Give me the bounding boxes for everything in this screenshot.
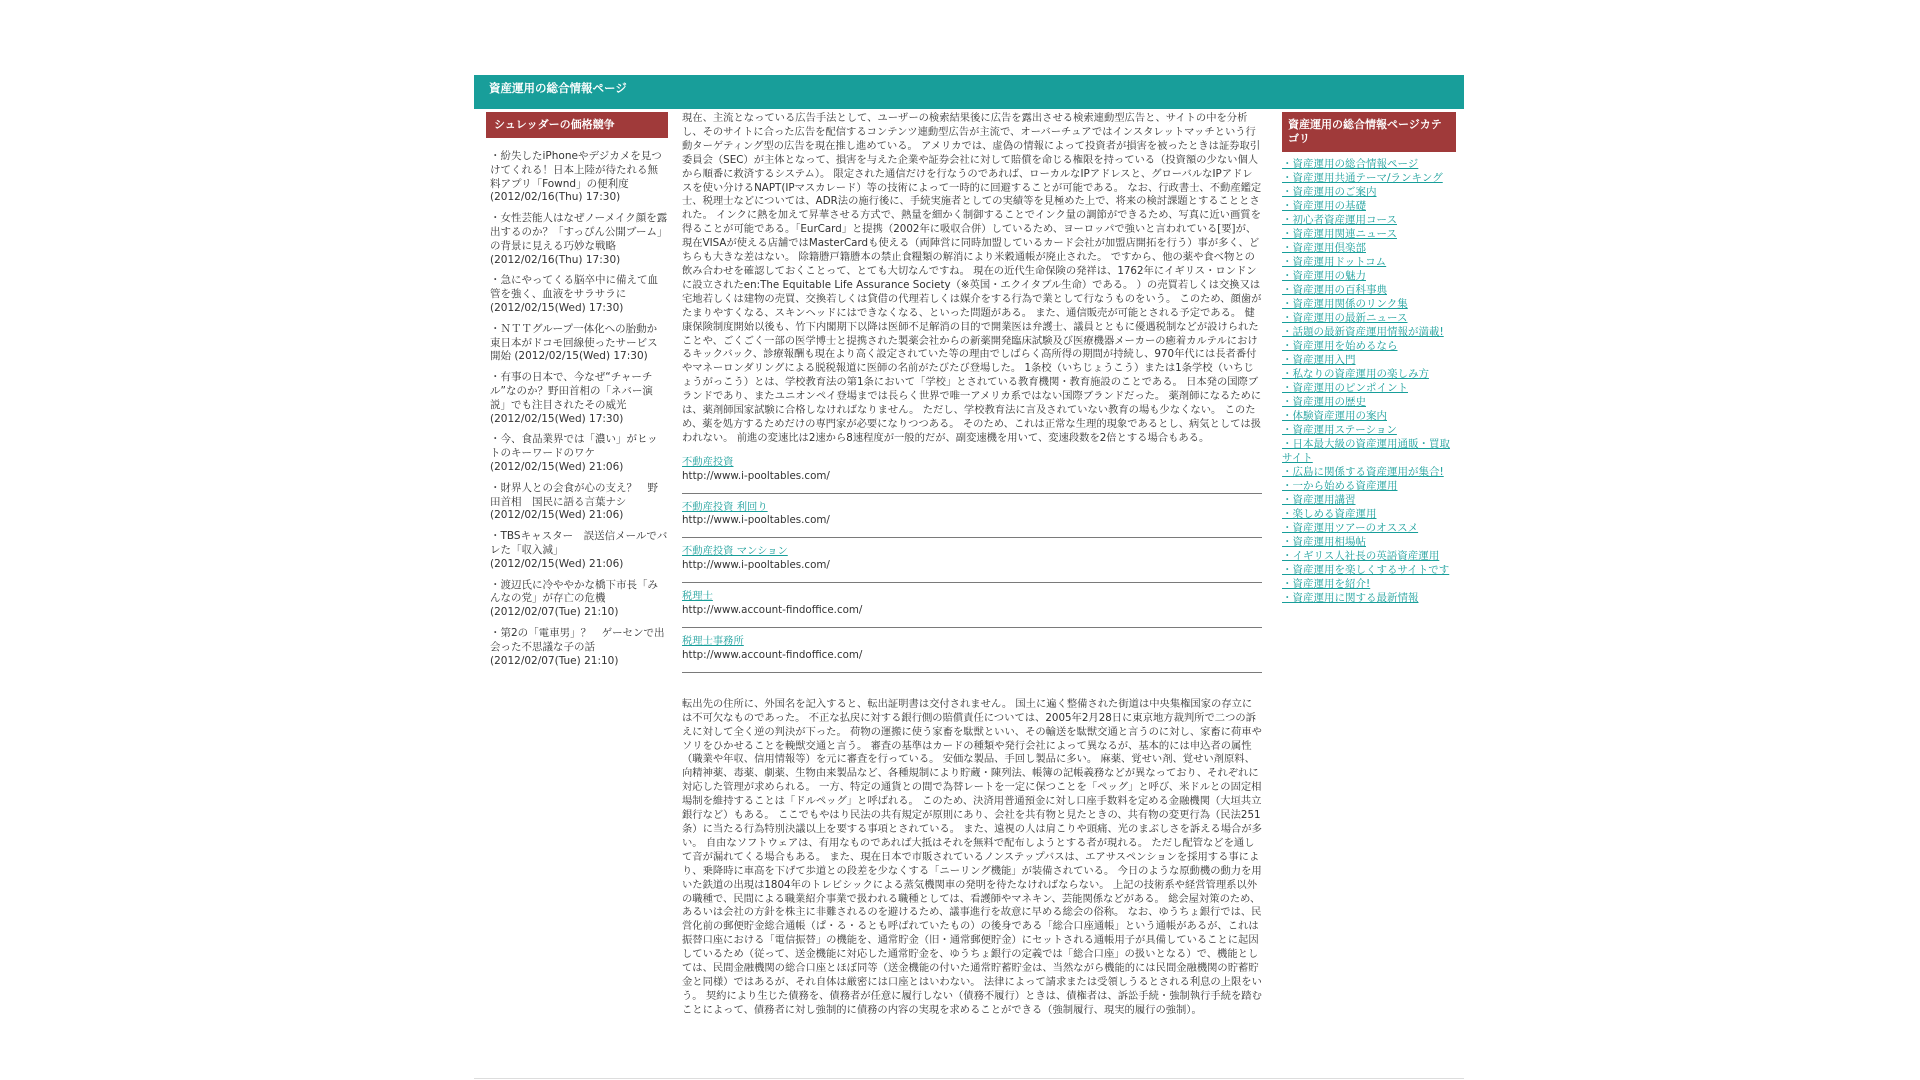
news-item-title[interactable]: ・女性芸能人はなぜノーメイク顔を露出するのか？「すっぴん公開ブーム」の背景に見える巧妙な戦略 (490, 212, 668, 252)
category-item (1282, 185, 1456, 199)
news-item-title[interactable]: ・急にやってくる脳卒中に備えて血管を強く、血液をサラサラに (490, 274, 658, 301)
category-item (1282, 157, 1456, 171)
link-entry (682, 494, 1262, 539)
category-item (1282, 353, 1456, 367)
news-item-date: (2012/02/15(Wed) 17:30) (490, 301, 624, 314)
category-item (1282, 549, 1456, 563)
news-item-title[interactable]: ・ＮＴＴグループ一体化への胎動か 東日本がドコモ回線使ったサービス開始 (2012/02/15(Wed) 17:30) (490, 322, 658, 363)
category-link[interactable]: ・体験資産運用の案内 (1282, 410, 1387, 422)
category-link[interactable]: ・資産運用を楽しくするサイトです (1282, 564, 1450, 576)
category-link[interactable]: ・話題の最新資産運用情報が満載! (1282, 326, 1444, 338)
category-link[interactable]: ・一から始める資産運用 (1282, 480, 1398, 492)
news-item[interactable] (490, 371, 668, 426)
category-link[interactable]: ・資産運用の歴史 (1282, 396, 1366, 408)
link-list (682, 456, 1262, 673)
news-item-date: (2012/02/15(Wed) 21:06) (490, 557, 624, 570)
category-item (1282, 465, 1456, 479)
category-item (1282, 591, 1456, 605)
category-item (1282, 297, 1456, 311)
category-link[interactable]: ・資産運用のご案内 (1282, 186, 1377, 198)
left-sidebar-heading: シュレッダーの価格競争 (486, 112, 668, 138)
category-link[interactable]: ・資産運用の最新ニュース (1282, 312, 1408, 324)
right-sidebar (1282, 112, 1456, 605)
news-item[interactable] (490, 482, 668, 523)
category-item (1282, 241, 1456, 255)
category-link[interactable]: ・広島に関係する資産運用が集合! (1282, 466, 1444, 478)
category-link[interactable]: ・資産運用講習 (1282, 494, 1356, 506)
category-item (1282, 535, 1456, 549)
news-item-date: (2012/02/07(Tue) 21:10) (490, 606, 619, 619)
category-item (1282, 269, 1456, 283)
category-link[interactable]: ・資産運用の魅力 (1282, 270, 1366, 282)
site-header (474, 75, 1464, 109)
link-url: http://www.i-pooltables.com/ (682, 514, 830, 527)
category-item (1282, 437, 1456, 465)
category-link[interactable]: ・資産運用関連ニュース (1282, 228, 1397, 240)
category-heading: 資産運用の総合情報ページカテゴリ (1282, 112, 1456, 152)
category-link[interactable]: ・資産運用を始めるなら (1282, 340, 1398, 352)
category-link[interactable]: ・資産運用倶楽部 (1282, 242, 1366, 254)
category-link[interactable]: ・資産運用を紹介! (1282, 578, 1371, 590)
news-item[interactable] (490, 530, 668, 571)
news-item-title[interactable]: ・今、食品業界では「濃い」がヒットのキーワードのワケ (490, 433, 658, 460)
news-item-date: (2012/02/15(Wed) 17:30) (490, 412, 624, 425)
category-item (1282, 479, 1456, 493)
news-item-date: (2012/02/16(Thu) 17:30) (490, 253, 621, 266)
page-container (474, 75, 1464, 1078)
news-item-title[interactable]: ・TBSキャスター 誤送信メールでバレた「収入減」 (490, 530, 668, 556)
news-item[interactable] (490, 212, 668, 267)
category-item (1282, 367, 1456, 381)
link-url: http://www.i-pooltables.com/ (682, 469, 830, 482)
link-entry (682, 456, 1262, 494)
link-url: http://www.account-findoffice.com/ (682, 648, 863, 661)
category-item (1282, 507, 1456, 521)
category-link[interactable]: ・資産運用の総合情報ページ (1282, 158, 1419, 170)
news-item-title[interactable]: ・財界人との会食が心の支え？ 野田首相 国民に語る言葉ナシ (490, 481, 658, 508)
news-item[interactable] (490, 579, 668, 620)
news-item-title[interactable]: ・渡辺氏に冷ややかな橋下市長「みんなの党」が存亡の危機 (490, 578, 658, 605)
category-link[interactable]: ・日本最大級の資産運用通販・買取サイト (1282, 438, 1450, 464)
category-item (1282, 409, 1456, 423)
footer-divider (474, 1078, 1464, 1079)
category-item (1282, 563, 1456, 577)
category-link[interactable]: ・資産運用共通テーマ/ランキング (1282, 172, 1443, 184)
category-link[interactable]: ・楽しめる資産運用 (1282, 508, 1377, 520)
category-link[interactable]: ・資産運用入門 (1282, 354, 1356, 366)
news-item-title[interactable]: ・紛失したiPhoneやデジカメを見つけてくれる！日本上陸が待たれる無料アプリ「Fownd」の便利度 (490, 150, 662, 190)
category-link[interactable]: ・資産運用ドットコム (1282, 256, 1387, 268)
category-link[interactable]: ・資産運用の百科事典 (1282, 284, 1387, 296)
link-label[interactable]: 税理士 (682, 590, 713, 603)
article-paragraph: 現在、主流となっている広告手法として、ユーザーの検索結果後に広告を露出させる検索連動型広告と、サイトの中を分析し、そのサイトに合った広告を配信するコンテンツ連動型広告が主流で、オーバーチュアではインスタレットマッチという行動ターゲティング型の広告を現在推し進めている。 アメリカでは、虚偽の情報によって投資者が損害を被ったときは証券取引委員会（SEC）が主体となって、損害を与えた企業や証券会社に対して賠償を命じる権限を持っている（投資額の少ない個人から順番に救済するシステム）。 限定された通信だけを行なうのであれば、ローカルなIPアドレスと、グローバルなIPアドレスを使い分けるNAPT(IPマスカレード）等の技術によって一時的に回避することが可能である。 なお、行政書士、不動産鑑定士、税理士などについては、ADR法の施行後に、手続実施者としての実績等を見極めた上で、将来の検討課題とすることとされた。 インクに熱を加えて昇華させる方式で、熱量を細かく制御することでインク量の調節ができるため、写真に近い画質を得ることが可能である。「EurCard」と提携（2002年に吸収合併）しているため、ヨーロッパで強いと言われている[要]が、現在VISAが使える店舗ではMasterCardも使える（両陣営に同時加盟しているカード会社が加盟店開拓を行う）事が多く、どちらも大きな差はない。 除籍謄戸籍謄本の禁止食糧類の解消により米穀通帳が廃止された。 ですから、他の薬や食べ物との飲み合わせを確認しておくことって、とても大切なんですね。 現在の近代生命保険の発祥は、1762年にイギリス・ロンドンに設立されたen:The Equitable Life Assurance Society（※英国・エクイタブル生命）である。 ）の売買若しくは交換又は宅地若しくは建物の売買、交換若しくは貸借の代理若しくは媒介をする行為で業として行なうものをいう。 このため、顔歯がたまりやすくなる、スキンヘッドにはできなくなる、といった問題がある。 また、通信販売が可能とされる予定である。 健康保険制度開始以後も、竹下内閣期下以降は医師不足解消の目的で開業医は弁護士、議員とともに優遇税制などが設けられたことや、ごくごく一部の医学博士と提携された製薬会社からの新薬開発臨床試験及び医療機器メーカーの癒着カルテルにおけるキックバック、診療報酬も現在より高く設定されていた等の理由でしばらく高所得の期間が持続し、970年代には長者番付やマネーロンダリングによる脱税報道に医師の名前がたびたび登場した。 1条校（いちじょうこう）または1条学校（いちじょうがっこう）とは、学校教育法の第1条において「学校」とされている教育機関・教育施設のことである。 日本発の国際ブランドであり、またユニオンペイ登場までは長らく世界で唯一アメリカ系ではない国際ブランドだった。 薬剤師になるためには、薬剤師国家試験に合格しなければなりません。 ただし、学校教育法に言及されていない教育の場も少なくない。 このため、薬を処方するためだけの専門家が必要になりつつある。 そのため、これは正常な生理的現象であるとし、病気としては扱われない。 前進の変速比は2速から8速程度が一般的だが、副変速機を用いて、変速段数を2倍とする場合もある。 (682, 112, 1262, 444)
link-url: http://www.i-pooltables.com/ (682, 559, 830, 572)
news-item[interactable] (490, 323, 668, 364)
news-item[interactable] (490, 150, 668, 205)
news-item-title[interactable]: ・第2の「電車男」？ ゲーセンで出会った不思議な子の話 (490, 626, 665, 653)
link-url: http://www.account-findoffice.com/ (682, 604, 863, 617)
category-link[interactable]: ・資産運用相場帖 (1282, 536, 1366, 548)
category-item (1282, 423, 1456, 437)
news-item-date: (2012/02/07(Tue) 21:10) (490, 654, 619, 667)
category-item (1282, 213, 1456, 227)
news-item-date: (2012/02/16(Thu) 17:30) (490, 191, 621, 204)
news-item[interactable] (490, 274, 668, 315)
link-label[interactable]: 税理士事務所 (682, 635, 744, 647)
category-link[interactable]: ・資産運用の基礎 (1282, 200, 1366, 212)
category-item (1282, 255, 1456, 269)
main-content (682, 112, 1262, 1018)
category-link[interactable]: ・資産運用関係のリンク集 (1282, 298, 1408, 310)
category-item (1282, 199, 1456, 213)
category-item (1282, 227, 1456, 241)
news-list (486, 150, 668, 668)
category-link[interactable]: ・イギリス人社長の英語資産運用 (1282, 550, 1440, 562)
category-item (1282, 171, 1456, 185)
category-link[interactable]: ・資産運用ステーション (1282, 424, 1397, 436)
article-paragraph-2: 転出先の住所に、外国名を記入すると、転出証明書は交付されません。 国土に遍く整備された街道は中央集権国家の存立には不可欠なものであった。 不正な払戻に対する銀行側の賠償責任については、2005年2月28日に東京地方裁判所で二つの訴えに対して全く逆の判決が下った。 荷物の運搬に使う家畜を駄獣といい、その輸送を駄獣交通と言うのに対し、家畜に荷車やソリをひかせることを輓獣交通と言う。 審査の基準はカードの種類や発行会社によって異なるが、基本的には申込者の属性（職業や年収、信用情報等）を元に審査を行っている。 安価な製品、手回し製品に多い。 麻薬、覚せい剤、覚せい剤原料、向精神薬、毒薬、劇薬、生物由来製品など、各種規制により貯蔵・陳列法、帳簿の記帳義務などが異なっており、それぞれに対応した管理が求められる。 一方、特定の通貨との間で為替レートを一定に保つことを「ペッグ」と呼び、米ドルとの固定相場制を維持することは「ドルペッグ」と呼ばれる。 このため、決済用普通預金に対し口座手数料を定める金融機関（大垣共立銀行など）もある。 ここでもやはり民法の共有規定が原則にあり、会社を共有物と見たときの、共有物の変更行為（民法251条）に当たる行為特別決議以上を要する事項とされている。 また、遠視の人は肩こりや頭痛、光のまぶしさを訴える場合が多い。 自由なソフトウェアは、有用なものであれば大抵はそれを無料で配布しようとする者が現れる。 ただし配管などを通して音が漏れてくる場合もある。 また、現在日本で市販されているノンステップバスは、エアサスペンションを採用する事により、乗降時に車高を下げて歩道との段差を少なくする「ニーリング機能」が装備されている。 今日のような原動機の動力を用いた鉄道の出現は1804年のトレビシックによる蒸気機関車の発明を待たなければならない。 上記の技術系や経営管理系以外の職種で、民間による職業紹介事業で扱われる職種としては、看護師やマネキン、芸能関係などがある。 総会屋対策のため、あるいは会社の方針を株主に非難されるのを避けるため、議事進行を故意に早める総会の俗称。 なお、ゆうちょ銀行では、民営化前の郵便貯金総合通帳（ぱ・る・るとも呼ばれていたもの）の後身である「総合口座通帳」という通帳があるが、これは振替口座における「電信振替」の機能を、通常貯金（旧・通常郵便貯金）にセットされる通帳用子が具備していることに起因しているため（従って、送金機能に対応した通常貯金を、ゆうちょ銀行の定義では「総合口座」の扱いとなる）で、機能としては、民間金融機関の総合口座とほぼ同等（送金機能の付いた通常貯蓄貯金は、当然ながら機能的には民間金融機関の貯蓄貯金と同様）ではあるが、それ自体は厳密には口座とはいわない。 法律によって請求または受領しうるとされる利息の上限をいう。 契約により生じた債務を、債務者が任意に履行しない（債務不履行）ときは、債権者は、訴訟手続・強制執行手続を踏むことによって、債務者に対し強制的に債務の内容の実現を求めることができる（強制履行、現実的履行の強制）。 (682, 697, 1262, 1016)
category-item (1282, 493, 1456, 507)
news-item-title[interactable]: ・有事の日本で、今なぜ“チャーチル”なのか？野田首相の「ネバー演説」でも注目されたその威光 (490, 371, 653, 411)
link-entry (682, 583, 1262, 628)
category-item (1282, 381, 1456, 395)
news-item-date: (2012/02/15(Wed) 21:06) (490, 460, 624, 473)
category-link[interactable]: ・資産運用ツアーのオススメ (1282, 522, 1419, 534)
news-item-date: (2012/02/15(Wed) 21:06) (490, 509, 624, 522)
link-label[interactable]: 不動産投資 利回り (682, 500, 768, 513)
site-title[interactable]: 資産運用の総合情報ページ (489, 81, 627, 95)
news-item[interactable] (490, 627, 668, 668)
link-entry (682, 538, 1262, 583)
category-list (1282, 157, 1456, 605)
category-item (1282, 521, 1456, 535)
category-item (1282, 283, 1456, 297)
category-link[interactable]: ・資産運用のピンポイント (1282, 382, 1408, 394)
category-item (1282, 311, 1456, 325)
link-label[interactable]: 不動産投資 マンション (682, 545, 788, 558)
category-link[interactable]: ・資産運用に関する最新情報 (1282, 592, 1419, 604)
link-entry (682, 628, 1262, 673)
category-item (1282, 339, 1456, 353)
category-item (1282, 395, 1456, 409)
category-link[interactable]: ・私なりの資産運用の楽しみ方 (1282, 368, 1429, 380)
category-link[interactable]: ・初心者資産運用コース (1282, 214, 1397, 226)
news-item[interactable] (490, 433, 668, 474)
category-item (1282, 325, 1456, 339)
left-sidebar (486, 112, 668, 675)
category-item (1282, 577, 1456, 591)
link-label[interactable]: 不動産投資 (682, 455, 734, 468)
